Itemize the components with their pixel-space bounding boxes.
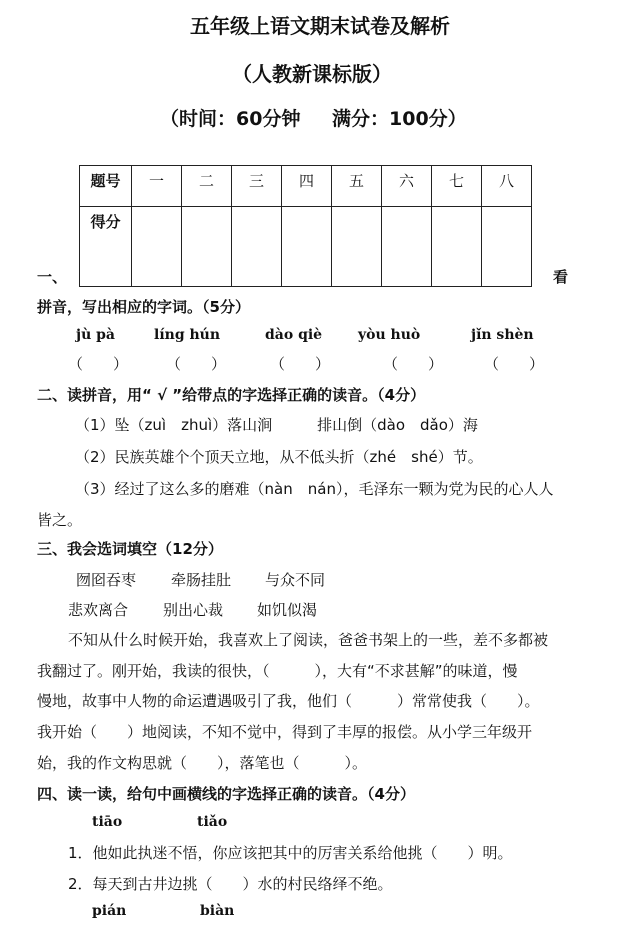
word-option: 囫囵吞枣 (76, 571, 137, 589)
score-table-header-cell: 八 (482, 166, 532, 207)
score-cell[interactable] (482, 207, 532, 287)
word-option: 别出心裁 (163, 601, 224, 619)
score-table-header-cell: 七 (432, 166, 482, 207)
question-item-continued: 皆之。 (37, 511, 83, 529)
section-3-heading: 三、我会选词填空（12分） (37, 540, 223, 558)
pinyin-word: yòu huò (358, 327, 421, 343)
exam-total-score: 满分：100分） (332, 108, 467, 130)
score-table-header-cell: 三 (232, 166, 282, 207)
pinyin-option: tiǎo (197, 814, 228, 830)
score-table-header-cell: 五 (332, 166, 382, 207)
pinyin-option: biàn (200, 903, 235, 919)
pinyin-word: líng hún (154, 327, 221, 343)
answer-blank[interactable]: （ ） (484, 355, 545, 373)
score-table-header-cell: 六 (382, 166, 432, 207)
passage-line: 我开始（ ）地阅读，不知不觉中，得到了丰厚的报偿。从小学三年级开 (37, 723, 533, 741)
question-item: （2）民族英雄个个顶天立地，从不低头折（zhé shé）节。 (75, 448, 483, 466)
score-table-header-cell: 二 (182, 166, 232, 207)
score-cell[interactable] (232, 207, 282, 287)
word-option: 如饥似渴 (257, 601, 318, 619)
score-cell[interactable] (282, 207, 332, 287)
answer-blank[interactable]: （ ） (383, 355, 444, 373)
passage-line: 慢地，故事中人物的命运遭遇吸引了我，他们（ ）常常使我（ ）。 (37, 692, 540, 710)
pinyin-word: dào qiè (265, 327, 323, 343)
score-table-header-row (80, 166, 532, 207)
word-option: 牵肠挂肚 (171, 571, 232, 589)
passage-line: 始，我的作文构思就（ ），落笔也（ ）。 (37, 754, 368, 772)
page-subtitle: （人教新课标版） (232, 62, 392, 86)
answer-blank[interactable]: （ ） (270, 355, 331, 373)
page-title: 五年级上语文期末试卷及解析 (190, 14, 450, 38)
section-2-heading: 二、读拼音，用“ √ ”给带点的字选择正确的读音。（4分） (37, 386, 426, 404)
pinyin-word: jǐn shèn (471, 327, 534, 343)
score-table (79, 165, 532, 287)
score-table-score-row (80, 207, 532, 287)
score-table-header-cell: 四 (282, 166, 332, 207)
section-1-heading-tail: 看 (553, 268, 569, 286)
section-1-heading: 拼音，写出相应的字词。（5分） (37, 298, 250, 316)
score-cell[interactable] (432, 207, 482, 287)
exam-time: （时间：60分钟 (160, 108, 301, 130)
question-item: （3）经过了这么多的磨难（nàn nán），毛泽东一颗为党为民的心人人 (75, 480, 554, 498)
pinyin-option: tiāo (92, 814, 123, 830)
pinyin-option: pián (92, 903, 127, 919)
section-4-heading: 四、读一读，给句中画横线的字选择正确的读音。（4分） (37, 785, 415, 803)
word-option: 与众不同 (265, 571, 326, 589)
score-cell[interactable] (182, 207, 232, 287)
answer-blank[interactable]: （ ） (68, 355, 129, 373)
answer-blank[interactable]: （ ） (166, 355, 227, 373)
score-table-header-cell: 一 (132, 166, 182, 207)
question-item: （1）坠（zuì zhuì）落山涧 排山倒（dào dǎo）海 (75, 416, 478, 434)
passage-line: 我翻过了。刚开始，我读的很快，（ ），大有“不求甚解”的味道，慢 (37, 662, 518, 680)
score-cell[interactable] (132, 207, 182, 287)
question-item: 1．他如此执迷不悟，你应该把其中的厉害关系给他挑（ ）明。 (68, 844, 513, 862)
question-item: 2．每天到古井边挑（ ）水的村民络绎不绝。 (68, 875, 393, 893)
score-table-header-cell: 题号 (80, 166, 132, 207)
word-option: 悲欢离合 (68, 601, 129, 619)
passage-line: 不知从什么时候开始，我喜欢上了阅读，爸爸书架上的一些，差不多都被 (68, 631, 549, 649)
pinyin-word: jù pà (76, 327, 115, 343)
section-1-marker: 一、 (37, 268, 68, 286)
score-row-label: 得分 (80, 207, 132, 287)
score-cell[interactable] (332, 207, 382, 287)
score-cell[interactable] (382, 207, 432, 287)
